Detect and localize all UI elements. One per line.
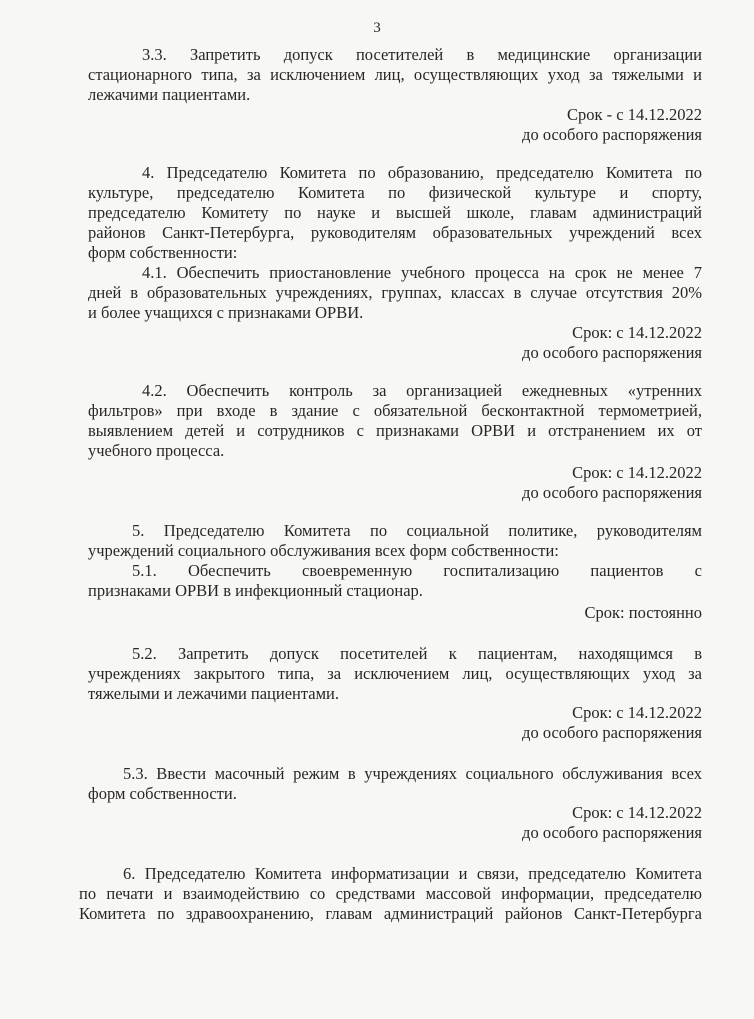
- text-line: стационарного типа, за исключением лиц, осуществляющих уход за тяжелыми и: [88, 65, 702, 84]
- text-line: Срок: с 14.12.2022: [572, 703, 702, 722]
- text-line: признаками ОРВИ в инфекционный стационар.: [88, 581, 423, 600]
- text-line: дней в образовательных учреждениях, группах, классах в случае отсутствия 20%: [88, 283, 702, 302]
- text-line: 4. Председателю Комитета по образованию, председателю Комитета по: [142, 163, 702, 182]
- text-line: тяжелыми и лежачими пациентами.: [88, 684, 340, 703]
- deadline-d51: [585, 603, 702, 623]
- text-line: 4.1. Обеспечить приостановление учебного процесса на срок не менее 7: [142, 263, 702, 282]
- text-line: Срок: с 14.12.2022: [572, 803, 702, 822]
- text-line: до особого распоряжения: [522, 723, 702, 742]
- paragraph-p53: [88, 764, 702, 804]
- text-line: 6. Председателю Комитета информатизации и связи, председателю Комитета: [123, 864, 702, 883]
- text-line: до особого распоряжения: [522, 125, 702, 144]
- text-line: до особого распоряжения: [522, 483, 702, 502]
- paragraph-p5: [88, 521, 702, 601]
- paragraph-p33: [88, 45, 702, 105]
- deadline-d42: [522, 463, 702, 503]
- text-line: 5. Председателю Комитета по социальной политике, руководителям: [132, 521, 702, 540]
- text-line: 5.3. Ввести масочный режим в учреждениях социального обслуживания всех: [123, 764, 702, 783]
- deadline-d52: [522, 703, 702, 743]
- text-line: до особого распоряжения: [522, 823, 702, 842]
- text-line: Срок - с 14.12.2022: [567, 105, 702, 124]
- text-line: и более учащихся с признаками ОРВИ.: [88, 303, 364, 322]
- page-number: 3: [373, 20, 381, 36]
- paragraph-p52: [88, 644, 702, 704]
- deadline-d33: [522, 105, 702, 145]
- paragraph-p42: [88, 381, 702, 461]
- text-line: 5.2. Запретить допуск посетителей к пациентам, находящимся в: [132, 644, 702, 663]
- text-line: учебного процесса.: [88, 441, 225, 460]
- text-line: Срок: постоянно: [584, 603, 702, 622]
- text-line: 5.1. Обеспечить своевременную госпитализацию пациентов с: [132, 561, 702, 580]
- text-line: форм собственности.: [88, 784, 237, 803]
- text-line: фильтров» при входе в здание с обязательной бесконтактной термометрией,: [88, 401, 702, 420]
- text-line: форм собственности:: [88, 243, 238, 262]
- text-line: председателю Комитету по науке и высшей школе, главам администраций: [88, 203, 702, 222]
- text-line: до особого распоряжения: [522, 343, 702, 362]
- text-line: Срок: с 14.12.2022: [572, 323, 702, 342]
- paragraph-p6: [79, 864, 702, 924]
- text-line: 4.2. Обеспечить контроль за организацией ежедневных «утренних: [142, 381, 702, 400]
- paragraph-p4: [88, 163, 702, 323]
- text-line: 3.3. Запретить допуск посетителей в медицинские организации: [142, 45, 702, 64]
- text-line: выявлением детей и сотрудников с признаками ОРВИ и отстранением их от: [88, 421, 702, 440]
- text-line: по печати и взаимодействию со средствами массовой информации, председателю: [79, 884, 702, 903]
- text-line: учреждений социального обслуживания всех форм собственности:: [88, 541, 559, 560]
- text-line: учреждениях закрытого типа, за исключением лиц, осуществляющих уход за: [88, 664, 702, 683]
- text-line: лежачими пациентами.: [88, 85, 251, 104]
- deadline-d53: [522, 803, 702, 843]
- deadline-d41: [522, 323, 702, 363]
- text-line: культуре, председателю Комитета по физической культуре и спорту,: [88, 183, 702, 202]
- text-line: Срок: с 14.12.2022: [572, 463, 702, 482]
- text-line: Комитета по здравоохранению, главам администраций районов Санкт-Петербурга: [79, 904, 702, 923]
- text-line: районов Санкт-Петербурга, руководителям образовательных учреждений всех: [88, 223, 702, 242]
